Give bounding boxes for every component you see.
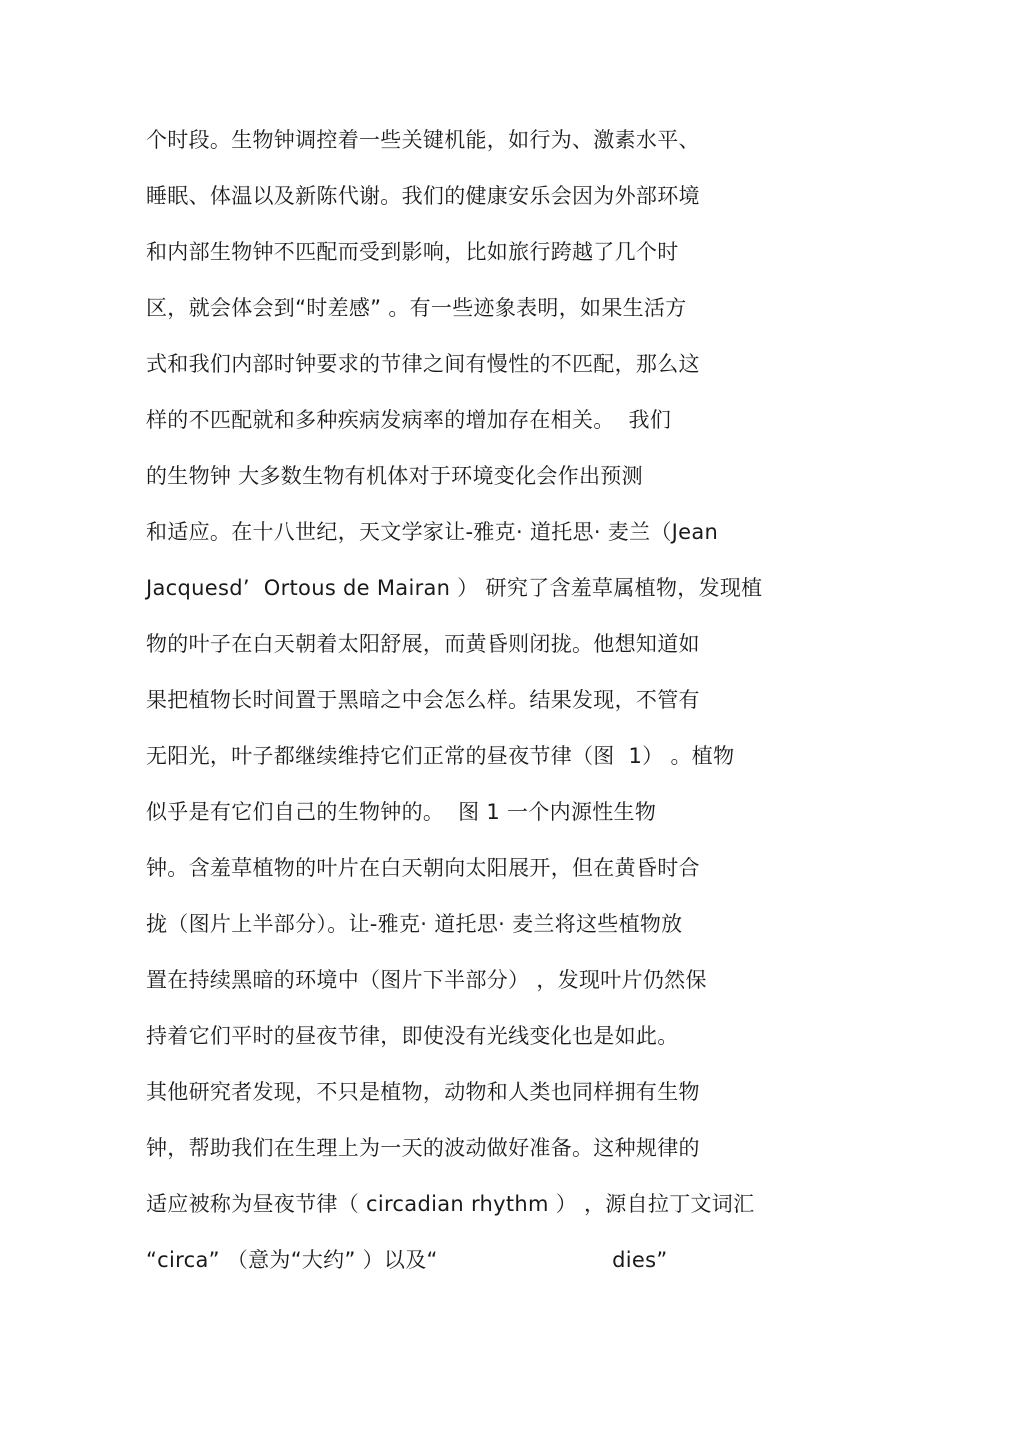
text-line: 和适应。在十八世纪，天文学家让-雅克· 道托思· 麦兰（Jean — [146, 520, 719, 544]
text-line: 个时段。生物钟调控着一些关键机能，如行为、激素水平、 — [146, 128, 700, 152]
text-line: 拢（图片上半部分）。让-雅克· 道托思· 麦兰将这些植物放 — [146, 912, 683, 936]
text-line: 样的不匹配就和多种疾病发病率的增加存在相关。 我们 — [146, 408, 672, 432]
text-line: Jacquesd’ Ortous de Mairan ） 研究了含羞草属植物，发现植 — [146, 576, 763, 600]
text-line: 持着它们平时的昼夜节律，即使没有光线变化也是如此。 — [146, 1024, 679, 1048]
text-line: 式和我们内部时钟要求的节律之间有慢性的不匹配，那么这 — [146, 352, 700, 376]
text-line: 的生物钟 大多数生物有机体对于环境变化会作出预测 — [146, 464, 643, 488]
text-line: 钟，帮助我们在生理上为一天的波动做好准备。这种规律的 — [146, 1136, 700, 1160]
text-line: 钟。含羞草植物的叶片在白天朝向太阳展开，但在黄昏时合 — [146, 856, 700, 880]
text-line: “circa” （意为“大约” ）以及“ dies” — [146, 1248, 668, 1272]
text-line: 其他研究者发现，不只是植物，动物和人类也同样拥有生物 — [146, 1080, 700, 1104]
text-line: 睡眠、体温以及新陈代谢。我们的健康安乐会因为外部环境 — [146, 184, 700, 208]
text-line: 似乎是有它们自己的生物钟的。 图 1 一个内源性生物 — [146, 800, 657, 824]
text-line: 适应被称为昼夜节律（ circadian rhythm ） ，源自拉丁文词汇 — [146, 1192, 755, 1216]
text-line: 物的叶子在白天朝着太阳舒展，而黄昏则闭拢。他想知道如 — [146, 632, 700, 656]
text-line: 置在持续黑暗的环境中（图片下半部分） ，发现叶片仍然保 — [146, 968, 707, 992]
body-text — [146, 120, 846, 1296]
text-line: 果把植物长时间置于黑暗之中会怎么样。结果发现，不管有 — [146, 688, 700, 712]
text-line: 无阳光，叶子都继续维持它们正常的昼夜节律（图 1） 。植物 — [146, 744, 735, 768]
text-line: 区，就会体会到“时差感” 。有一些迹象表明，如果生活方 — [146, 296, 687, 320]
text-line: 和内部生物钟不匹配而受到影响，比如旅行跨越了几个时 — [146, 240, 679, 264]
